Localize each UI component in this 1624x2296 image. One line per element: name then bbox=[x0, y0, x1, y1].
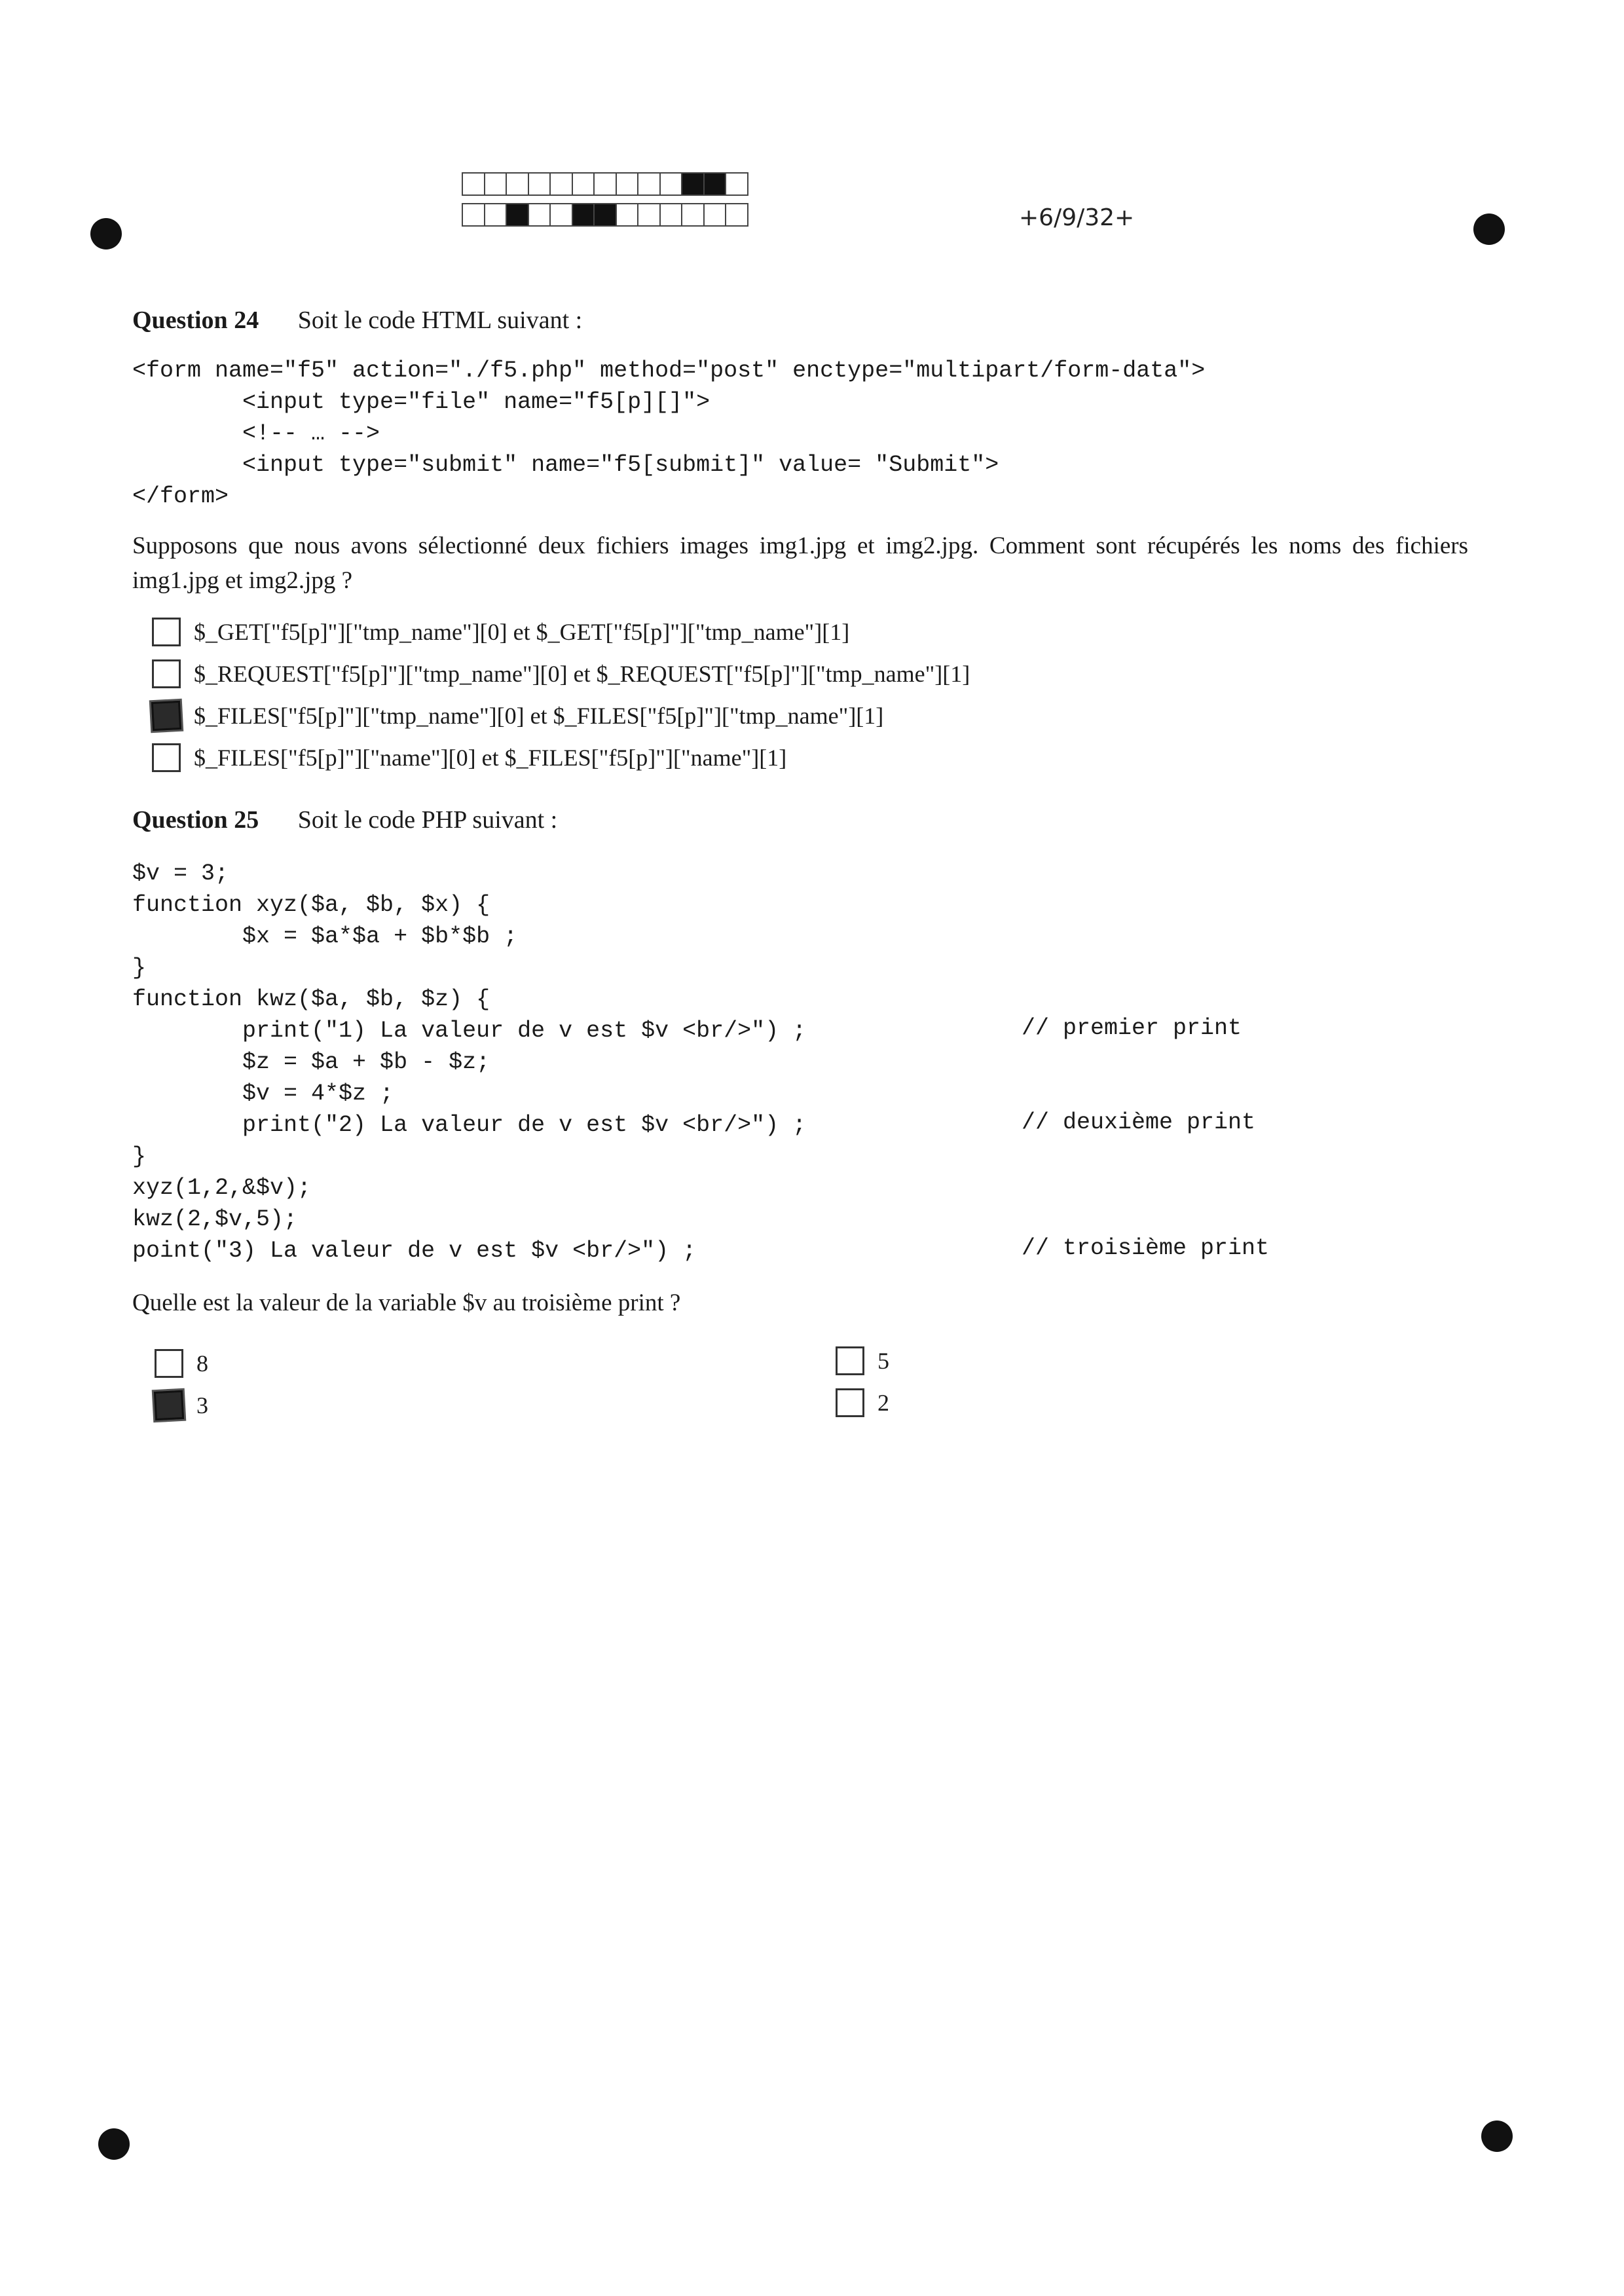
q24-choice-3[interactable] bbox=[152, 701, 883, 730]
page-id: +6/9/32+ bbox=[1019, 204, 1135, 231]
barcode-cell-empty bbox=[484, 172, 507, 196]
registration-mark-bottom-right bbox=[1481, 2120, 1513, 2152]
barcode-cell-empty bbox=[616, 172, 639, 196]
question-24-intro: Soit le code HTML suivant : bbox=[297, 306, 583, 334]
barcode-cell-empty bbox=[725, 172, 748, 196]
checkbox[interactable] bbox=[836, 1346, 864, 1375]
barcode-cell-filled bbox=[681, 172, 705, 196]
choice-label: $_REQUEST["f5[p]"]["tmp_name"][0] et $_REQUEST["f5[p]"]["tmp_name"][1] bbox=[194, 661, 970, 687]
choice-label: $_FILES["f5[p]"]["name"][0] et $_FILES["f5[p]"]["name"][1] bbox=[194, 745, 787, 771]
q24-choice-1[interactable] bbox=[152, 618, 849, 646]
question-25-label: Question 25 bbox=[132, 806, 259, 834]
q24-choice-4[interactable] bbox=[152, 743, 786, 772]
choice-label: 2 bbox=[877, 1390, 889, 1416]
q25-choice-8[interactable] bbox=[155, 1349, 208, 1378]
barcode-cell-filled bbox=[572, 203, 595, 227]
q25-choice-3[interactable] bbox=[155, 1391, 208, 1420]
question-25-header bbox=[132, 805, 557, 834]
barcode-cell-empty bbox=[659, 172, 683, 196]
question-25-prompt: Quelle est la valeur de la variable $v au troisième print ? bbox=[132, 1289, 681, 1316]
checkbox[interactable] bbox=[152, 743, 181, 772]
barcode-cell-filled bbox=[506, 203, 529, 227]
barcode-cell-empty bbox=[725, 203, 748, 227]
question-25-intro: Soit le code PHP suivant : bbox=[297, 806, 558, 834]
q25-choice-2[interactable] bbox=[836, 1388, 889, 1417]
barcode-cell-filled bbox=[593, 203, 617, 227]
q25-choice-5[interactable] bbox=[836, 1346, 889, 1375]
barcode-cell-empty bbox=[549, 172, 573, 196]
barcode-cell-empty bbox=[462, 172, 485, 196]
barcode-cell-empty bbox=[637, 172, 661, 196]
question-24-prompt: Supposons que nous avons sélectionné deux fichiers images img1.jpg et img2.jpg. Comment sont récupérés les noms des fichiers img1.jpg et img2.jpg ? bbox=[132, 532, 1468, 594]
choice-label: 8 bbox=[196, 1350, 208, 1377]
barcode-cell-empty bbox=[637, 203, 661, 227]
barcode-cell-empty bbox=[616, 203, 639, 227]
checkbox[interactable] bbox=[836, 1388, 864, 1417]
comment-premier-print: // premier print bbox=[1022, 1015, 1242, 1041]
checkbox[interactable] bbox=[155, 1349, 183, 1378]
barcode-cell-empty bbox=[681, 203, 705, 227]
q24-choice-2[interactable] bbox=[152, 659, 970, 688]
barcode-row-2 bbox=[462, 203, 747, 227]
barcode-row-1 bbox=[462, 172, 747, 196]
choice-label: $_FILES["f5[p]"]["tmp_name"][0] et $_FILES["f5[p]"]["tmp_name"][1] bbox=[194, 703, 884, 729]
barcode-cell-empty bbox=[528, 203, 551, 227]
question-24-label: Question 24 bbox=[132, 306, 259, 334]
barcode-cell-empty bbox=[572, 172, 595, 196]
barcode-cell-empty bbox=[703, 203, 727, 227]
barcode-cell-filled bbox=[703, 172, 727, 196]
barcode-cell-empty bbox=[659, 203, 683, 227]
barcode-cell-empty bbox=[506, 172, 529, 196]
choice-label: 3 bbox=[196, 1392, 208, 1418]
registration-mark-top-right bbox=[1473, 213, 1505, 245]
checkbox[interactable] bbox=[152, 618, 181, 646]
registration-mark-top-left bbox=[90, 218, 122, 250]
registration-mark-bottom-left bbox=[98, 2128, 130, 2160]
comment-deuxieme-print: // deuxième print bbox=[1022, 1109, 1256, 1136]
choice-label: 5 bbox=[877, 1348, 889, 1374]
checkbox[interactable] bbox=[151, 701, 181, 731]
question-24-code: <form name="f5" action="./f5.php" method="post" enctype="multipart/form-data"> <input type="file" name="f5[p][]"> <!-- … --> <input type="submit" name="f5[submit]" value= "Submit"> </form> bbox=[132, 358, 1206, 509]
checkbox[interactable] bbox=[152, 659, 181, 688]
barcode-cell-empty bbox=[549, 203, 573, 227]
comment-troisieme-print: // troisième print bbox=[1022, 1235, 1270, 1261]
barcode-cell-empty bbox=[593, 172, 617, 196]
barcode-cell-empty bbox=[528, 172, 551, 196]
question-24-header bbox=[132, 306, 582, 335]
checkbox[interactable] bbox=[154, 1390, 184, 1420]
barcode-cell-empty bbox=[462, 203, 485, 227]
question-25-code: $v = 3; function xyz($a, $b, $x) { $x = $a*$a + $b*$b ; } function kwz($a, $b, $z) { print("1) La valeur de v est $v <br/>") ; $z = $a + $b - $z; $v = 4*$z ; print("2) La valeur de v est $v <br/>") ; } xyz(1,2,&$v); kwz(2,$v,5); point("3) La valeur de v est $v <br/>") ; bbox=[132, 861, 807, 1264]
barcode-cell-empty bbox=[484, 203, 507, 227]
choice-label: $_GET["f5[p]"]["tmp_name"][0] et $_GET["f5[p]"]["tmp_name"][1] bbox=[194, 619, 850, 645]
